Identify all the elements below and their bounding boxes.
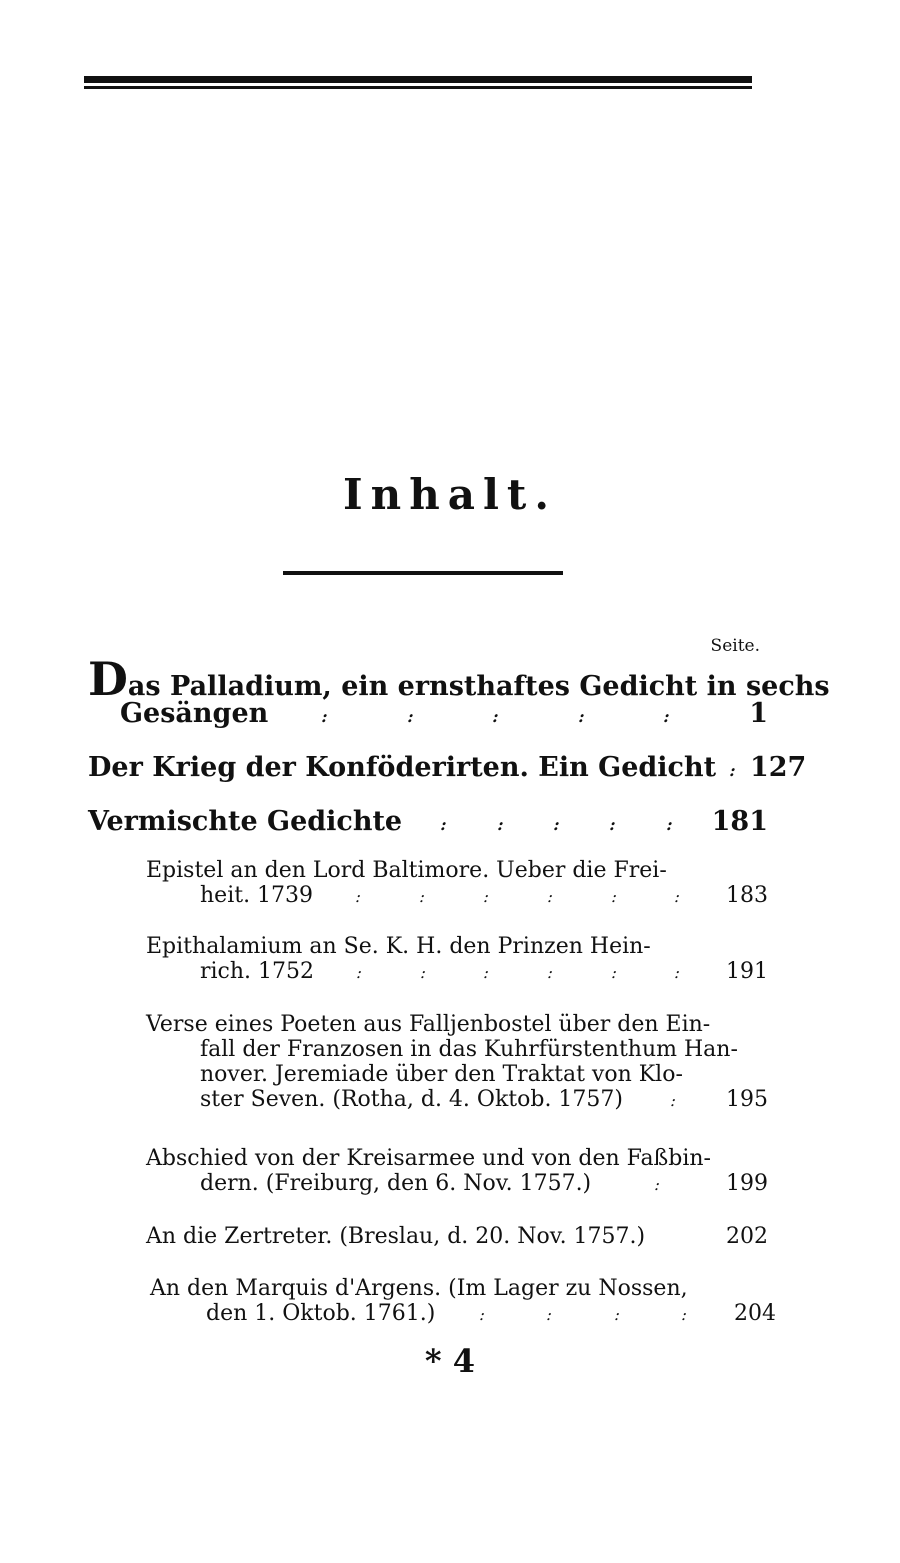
toc-entry-text: ster Seven. (Rotha, d. 4. Oktob. 1757) [200,1087,624,1112]
toc-entry-line [146,934,768,959]
toc-entry-line [146,959,768,984]
top-double-rule [84,76,752,90]
page-number: 202 [726,1224,768,1249]
toc-entry-text: Epithalamium an Se. K. H. den Prinzen Hein- [146,934,651,959]
toc-entry-line [146,1171,768,1196]
page-number: 191 [726,959,768,984]
toc-entry-text: Abschied von der Kreisarmee und von den Faßbin- [146,1146,711,1171]
toc-entry-line [88,806,768,837]
page-number: 199 [726,1171,768,1196]
top-rule-thin [84,86,752,89]
toc-entry-palladium [88,652,830,729]
toc-entry-line [146,1146,768,1171]
toc-entry-an-die-zertreter [146,1224,768,1249]
drop-cap: D [88,652,128,706]
leader-dots: : : : : [477,1305,690,1324]
toc-entry-text: Der Krieg der Konföderirten. Ein Gedicht [88,752,717,783]
signature-mark: * 4 [424,1342,476,1380]
toc-entry-line [146,1012,768,1037]
page-title: Inhalt. [343,470,557,519]
page-number: 204 [734,1301,776,1326]
page-number: 195 [726,1087,768,1112]
toc-entry-text: Epistel an den Lord Baltimore. Ueber die Frei- [146,858,667,883]
toc-entry-text: dern. (Freiburg, den 6. Nov. 1757.) [200,1171,592,1196]
toc-entry-text: den 1. Oktob. 1761.) [206,1301,436,1326]
toc-entry-marquis-argens [150,1276,776,1326]
toc-entry-epithalamium [146,934,768,984]
toc-entry-text: as Palladium, ein ernsthaftes Gedicht in sechs [127,671,830,702]
toc-entry-krieg [88,752,807,783]
toc-entry-epistel [146,858,768,908]
leader-dots: : : : : : [438,815,675,834]
toc-entry-text: Vermischte Gedichte [88,806,403,837]
page-number: 181 [711,806,768,837]
toc-entry-text: heit. 1739 [200,883,314,908]
title-underline-rule [283,571,563,575]
toc-entry-text: Gesängen [120,698,269,729]
leader-dots: : [652,1175,663,1194]
leader-dots: : : : : : [319,707,673,726]
page-number: 183 [726,883,768,908]
toc-entry-text: rich. 1752 [200,959,315,984]
toc-entry-line [146,1062,768,1087]
toc-entry-line [146,883,768,908]
toc-entry-text: An den Marquis d'Argens. (Im Lager zu Nossen, [150,1276,688,1301]
toc-entry-text: Verse eines Poeten aus Falljenbostel über den Ein- [146,1012,711,1037]
toc-entry-vermischte-gedichte [88,806,768,837]
leader-dots: : : : : : : [354,963,684,982]
toc-entry-line [88,652,830,706]
leader-dots: : [727,761,739,780]
leader-dots: : : : : : : [353,887,684,906]
leader-dots: : [668,1091,679,1110]
toc-entry-line [150,1301,776,1326]
toc-entry-line [146,1224,768,1249]
page-number: 127 [749,752,807,783]
toc-entry-line [146,1037,768,1062]
toc-entry-text: An die Zertreter. (Breslau, d. 20. Nov. 1757.) [146,1224,646,1249]
toc-entry-line [88,698,768,729]
toc-entry-text: fall der Franzosen in das Kuhrfürstenthum Han- [200,1037,738,1062]
page-number: 1 [749,698,768,729]
toc-entry-abschied [146,1146,768,1196]
toc-entry-line [150,1276,776,1301]
top-rule-thick [84,76,752,83]
toc-entry-text: nover. Jeremiade über den Traktat von Klo- [200,1062,683,1087]
seite-column-label: Seite. [710,636,760,656]
toc-entry-line [88,752,807,783]
toc-entry-verse-eines-poeten [146,1012,768,1112]
toc-entry-line [146,1087,768,1112]
toc-entry-line [146,858,768,883]
